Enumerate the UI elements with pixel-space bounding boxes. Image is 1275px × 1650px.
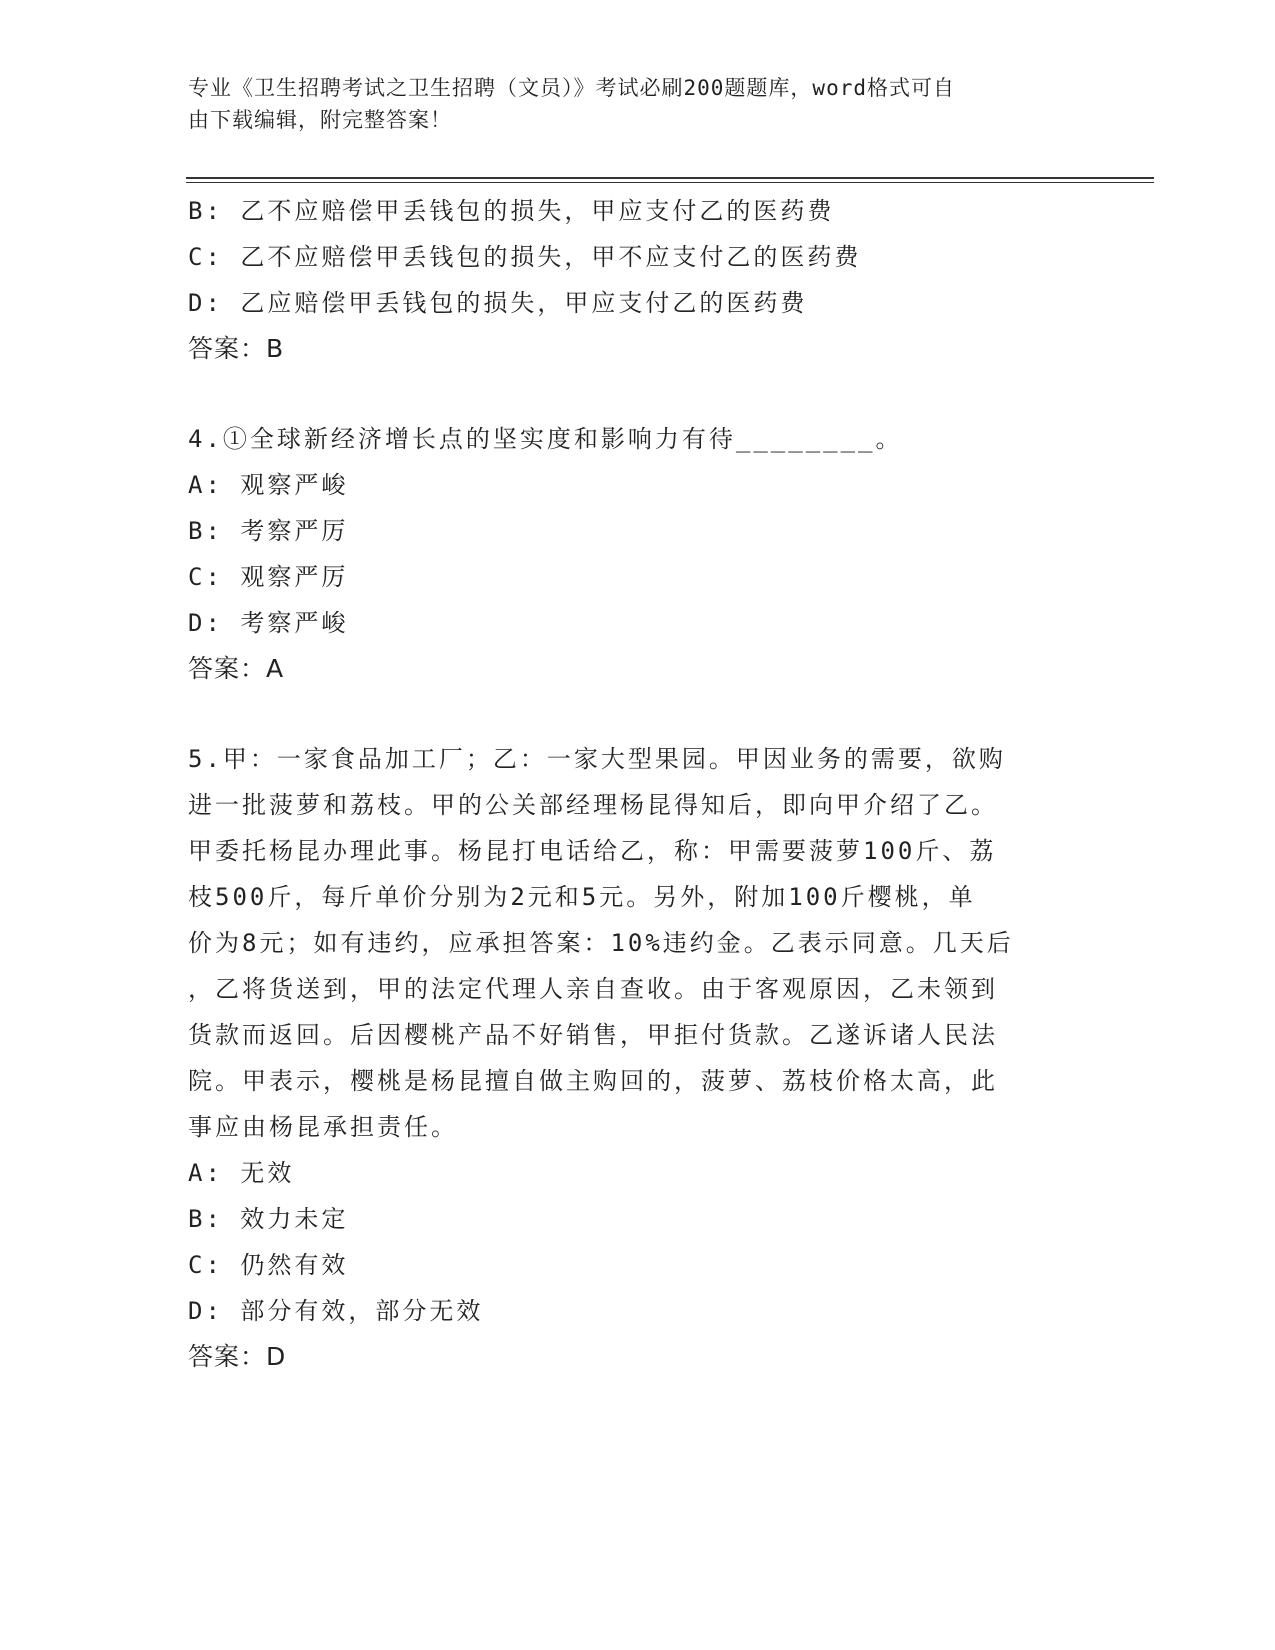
page-header	[188, 72, 1068, 136]
option-d: D: 考察严峻	[188, 609, 349, 637]
header-divider-thin	[186, 182, 1154, 183]
question-stem-line: ，乙将货送到，甲的法定代理人亲自查收。由于客观原因，乙未领到	[188, 975, 998, 1003]
option-c: C: 乙不应赔偿甲丢钱包的损失，甲不应支付乙的医药费	[188, 243, 862, 271]
option-b: B: 效力未定	[188, 1205, 349, 1233]
question-stem-line: 进一批菠萝和荔枝。甲的公关部经理杨昆得知后，即向甲介绍了乙。	[188, 791, 998, 819]
spacer	[188, 692, 1088, 736]
option-c: C: 仍然有效	[188, 1251, 349, 1279]
option-d: D: 乙应赔偿甲丢钱包的损失，甲应支付乙的医药费	[188, 289, 808, 317]
option-b: B: 乙不应赔偿甲丢钱包的损失，甲应支付乙的医药费	[188, 197, 835, 225]
question-5	[188, 736, 1088, 1380]
header-line-2: 由下载编辑，附完整答案！	[188, 108, 452, 132]
question-stem-line: 货款而返回。后因樱桃产品不好销售，甲拒付货款。乙遂诉诸人民法	[188, 1021, 998, 1049]
question-stem-line: 5.甲：一家食品加工厂；乙：一家大型果园。甲因业务的需要，欲购	[188, 745, 1006, 773]
option-d: D: 部分有效，部分无效	[188, 1297, 484, 1325]
option-c: C: 观察严厉	[188, 563, 349, 591]
question-3	[188, 188, 1088, 372]
option-a: A: 无效	[188, 1159, 295, 1187]
spacer	[188, 372, 1088, 416]
option-a: A: 观察严峻	[188, 471, 349, 499]
question-stem-line: 甲委托杨昆办理此事。杨昆打电话给乙，称：甲需要菠萝100斤、荔	[188, 837, 997, 865]
question-stem: 4.①全球新经济增长点的坚实度和影响力有待________。	[188, 425, 903, 453]
question-stem-line: 枝500斤，每斤单价分别为2元和5元。另外，附加100斤樱桃，单	[188, 883, 976, 911]
answer: 答案：D	[188, 1342, 287, 1371]
question-stem-line: 事应由杨昆承担责任。	[188, 1113, 458, 1141]
question-stem-line: 院。甲表示，樱桃是杨昆擅自做主购回的，菠萝、荔枝价格太高，此	[188, 1067, 998, 1095]
answer: 答案：A	[188, 654, 285, 683]
document-body	[188, 188, 1088, 1380]
header-line-1: 专业《卫生招聘考试之卫生招聘（文员）》考试必刷200题题库，word格式可自	[188, 76, 955, 100]
answer: 答案：B	[188, 334, 285, 363]
question-4	[188, 416, 1088, 692]
header-divider-thick	[186, 177, 1154, 179]
option-b: B: 考察严厉	[188, 517, 349, 545]
question-stem-line: 价为8元；如有违约，应承担答案：10%违约金。乙表示同意。几天后	[188, 929, 1014, 957]
